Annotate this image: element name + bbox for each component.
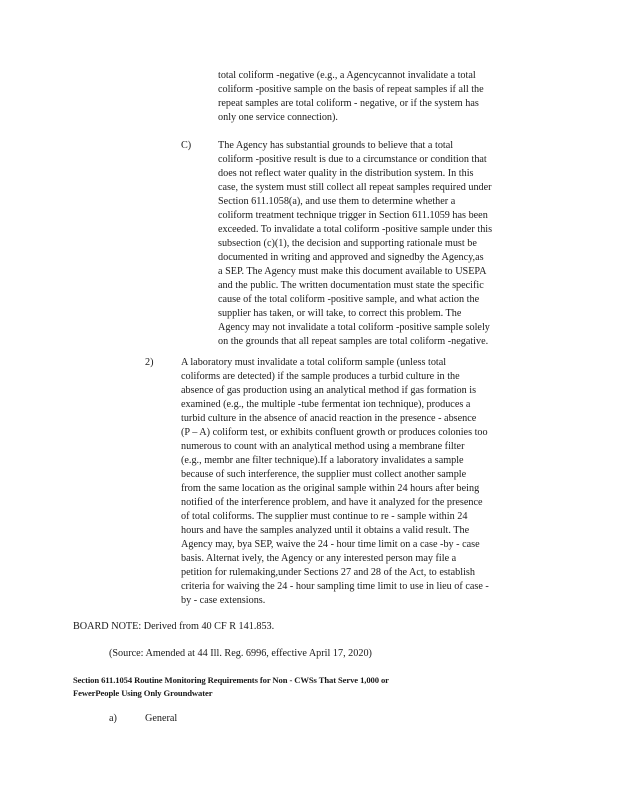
text-line: hours and have the samples analyzed until it obtains a valid result. The <box>181 525 470 536</box>
board-note: BOARD NOTE: Derived from 40 CF R 141.853. <box>73 621 275 632</box>
text-line: case, the system must still collect all repeat samples required under <box>218 182 492 193</box>
text-line: Agency may not invalidate a total coliform -positive sample solely <box>218 322 490 333</box>
text-line: absence of gas production using an analytical method if gas formation is <box>181 385 477 396</box>
subsection-title: General <box>145 713 178 724</box>
text-line: does not reflect water quality in the distribution system. In this <box>218 168 474 179</box>
text-line: only one service connection). <box>218 112 338 123</box>
text-line: supplier has taken, or will take, to correct this problem. The <box>218 308 462 319</box>
text-line: coliform -positive result is due to a circumstance or condition that <box>218 154 487 165</box>
text-line: cause of the total coliform -positive sample, and what action the <box>218 294 480 305</box>
text-line: (e.g., membr ane filter technique).If a laboratory invalidates a sample <box>181 455 464 466</box>
text-line: turbid culture in the absence of anacid reaction in the presence - absence <box>181 413 477 424</box>
text-line: subsection (c)(1), the decision and supporting rationale must be <box>218 238 477 249</box>
text-line: Agency may, bya SEP, waive the 24 - hour time limit on a case -by - case <box>181 539 480 550</box>
section-heading-line: Section 611.1054 Routine Monitoring Requirements for Non - CWSs That Serve 1,000 or <box>73 675 389 685</box>
text-line: and the public. The written documentation must state the specific <box>218 280 484 291</box>
text-line: documented in writing and approved and signedby the Agency,as <box>218 252 484 263</box>
text-line: a SEP. The Agency must make this document available to USEPA <box>218 266 487 277</box>
section-heading-line: FewerPeople Using Only Groundwater <box>73 688 213 698</box>
text-line: Section 611.1058(a), and use them to determine whether a <box>218 196 456 207</box>
item-label: 2) <box>145 357 154 368</box>
text-line: petition for rulemaking,under Sections 27 and 28 of the Act, to establish <box>181 567 475 578</box>
text-line: from the same location as the original sample within 24 hours after being <box>181 483 480 494</box>
text-line: by - case extensions. <box>181 595 266 606</box>
text-line: numerous to count with an analytical method using a membrane filter <box>181 441 465 452</box>
text-line: (P – A) coliform test, or exhibits confluent growth or produces colonies too <box>181 427 488 438</box>
text-line: coliforms are detected) if the sample produces a turbid culture in the <box>181 371 460 382</box>
text-line: of total coliforms. The supplier must continue to re - sample within 24 <box>181 511 468 522</box>
text-line: notified of the interference problem, and have it analyzed for the presence <box>181 497 483 508</box>
item-label: a) <box>109 713 117 724</box>
text-line: on the grounds that all repeat samples are total coliform -negative. <box>218 336 489 347</box>
text-line: total coliform -negative (e.g., a Agencycannot invalidate a total <box>218 70 476 81</box>
text-line: The Agency has substantial grounds to believe that a total <box>218 140 454 151</box>
text-line: exceeded. To invalidate a total coliform -positive sample under this <box>218 224 493 235</box>
text-line: A laboratory must invalidate a total coliform sample (unless total <box>181 357 447 368</box>
text-line: because of such interference, the supplier must collect another sample <box>181 469 467 480</box>
text-line: repeat samples are total coliform - negative, or if the system has <box>218 98 479 109</box>
text-line: basis. Alternat ively, the Agency or any interested person may file a <box>181 553 457 564</box>
text-line: coliform -positive sample on the basis of repeat samples if all the <box>218 84 484 95</box>
text-line: criteria for waiving the 24 - hour sampling time limit to use in lieu of case - <box>181 581 489 592</box>
source-note: (Source: Amended at 44 Ill. Reg. 6996, effective April 17, 2020) <box>109 648 372 659</box>
item-label: C) <box>181 140 192 151</box>
text-line: examined (e.g., the multiple -tube fermentat ion technique), produces a <box>181 399 471 410</box>
text-line: coliform treatment technique trigger in Section 611.1059 has been <box>218 210 488 221</box>
